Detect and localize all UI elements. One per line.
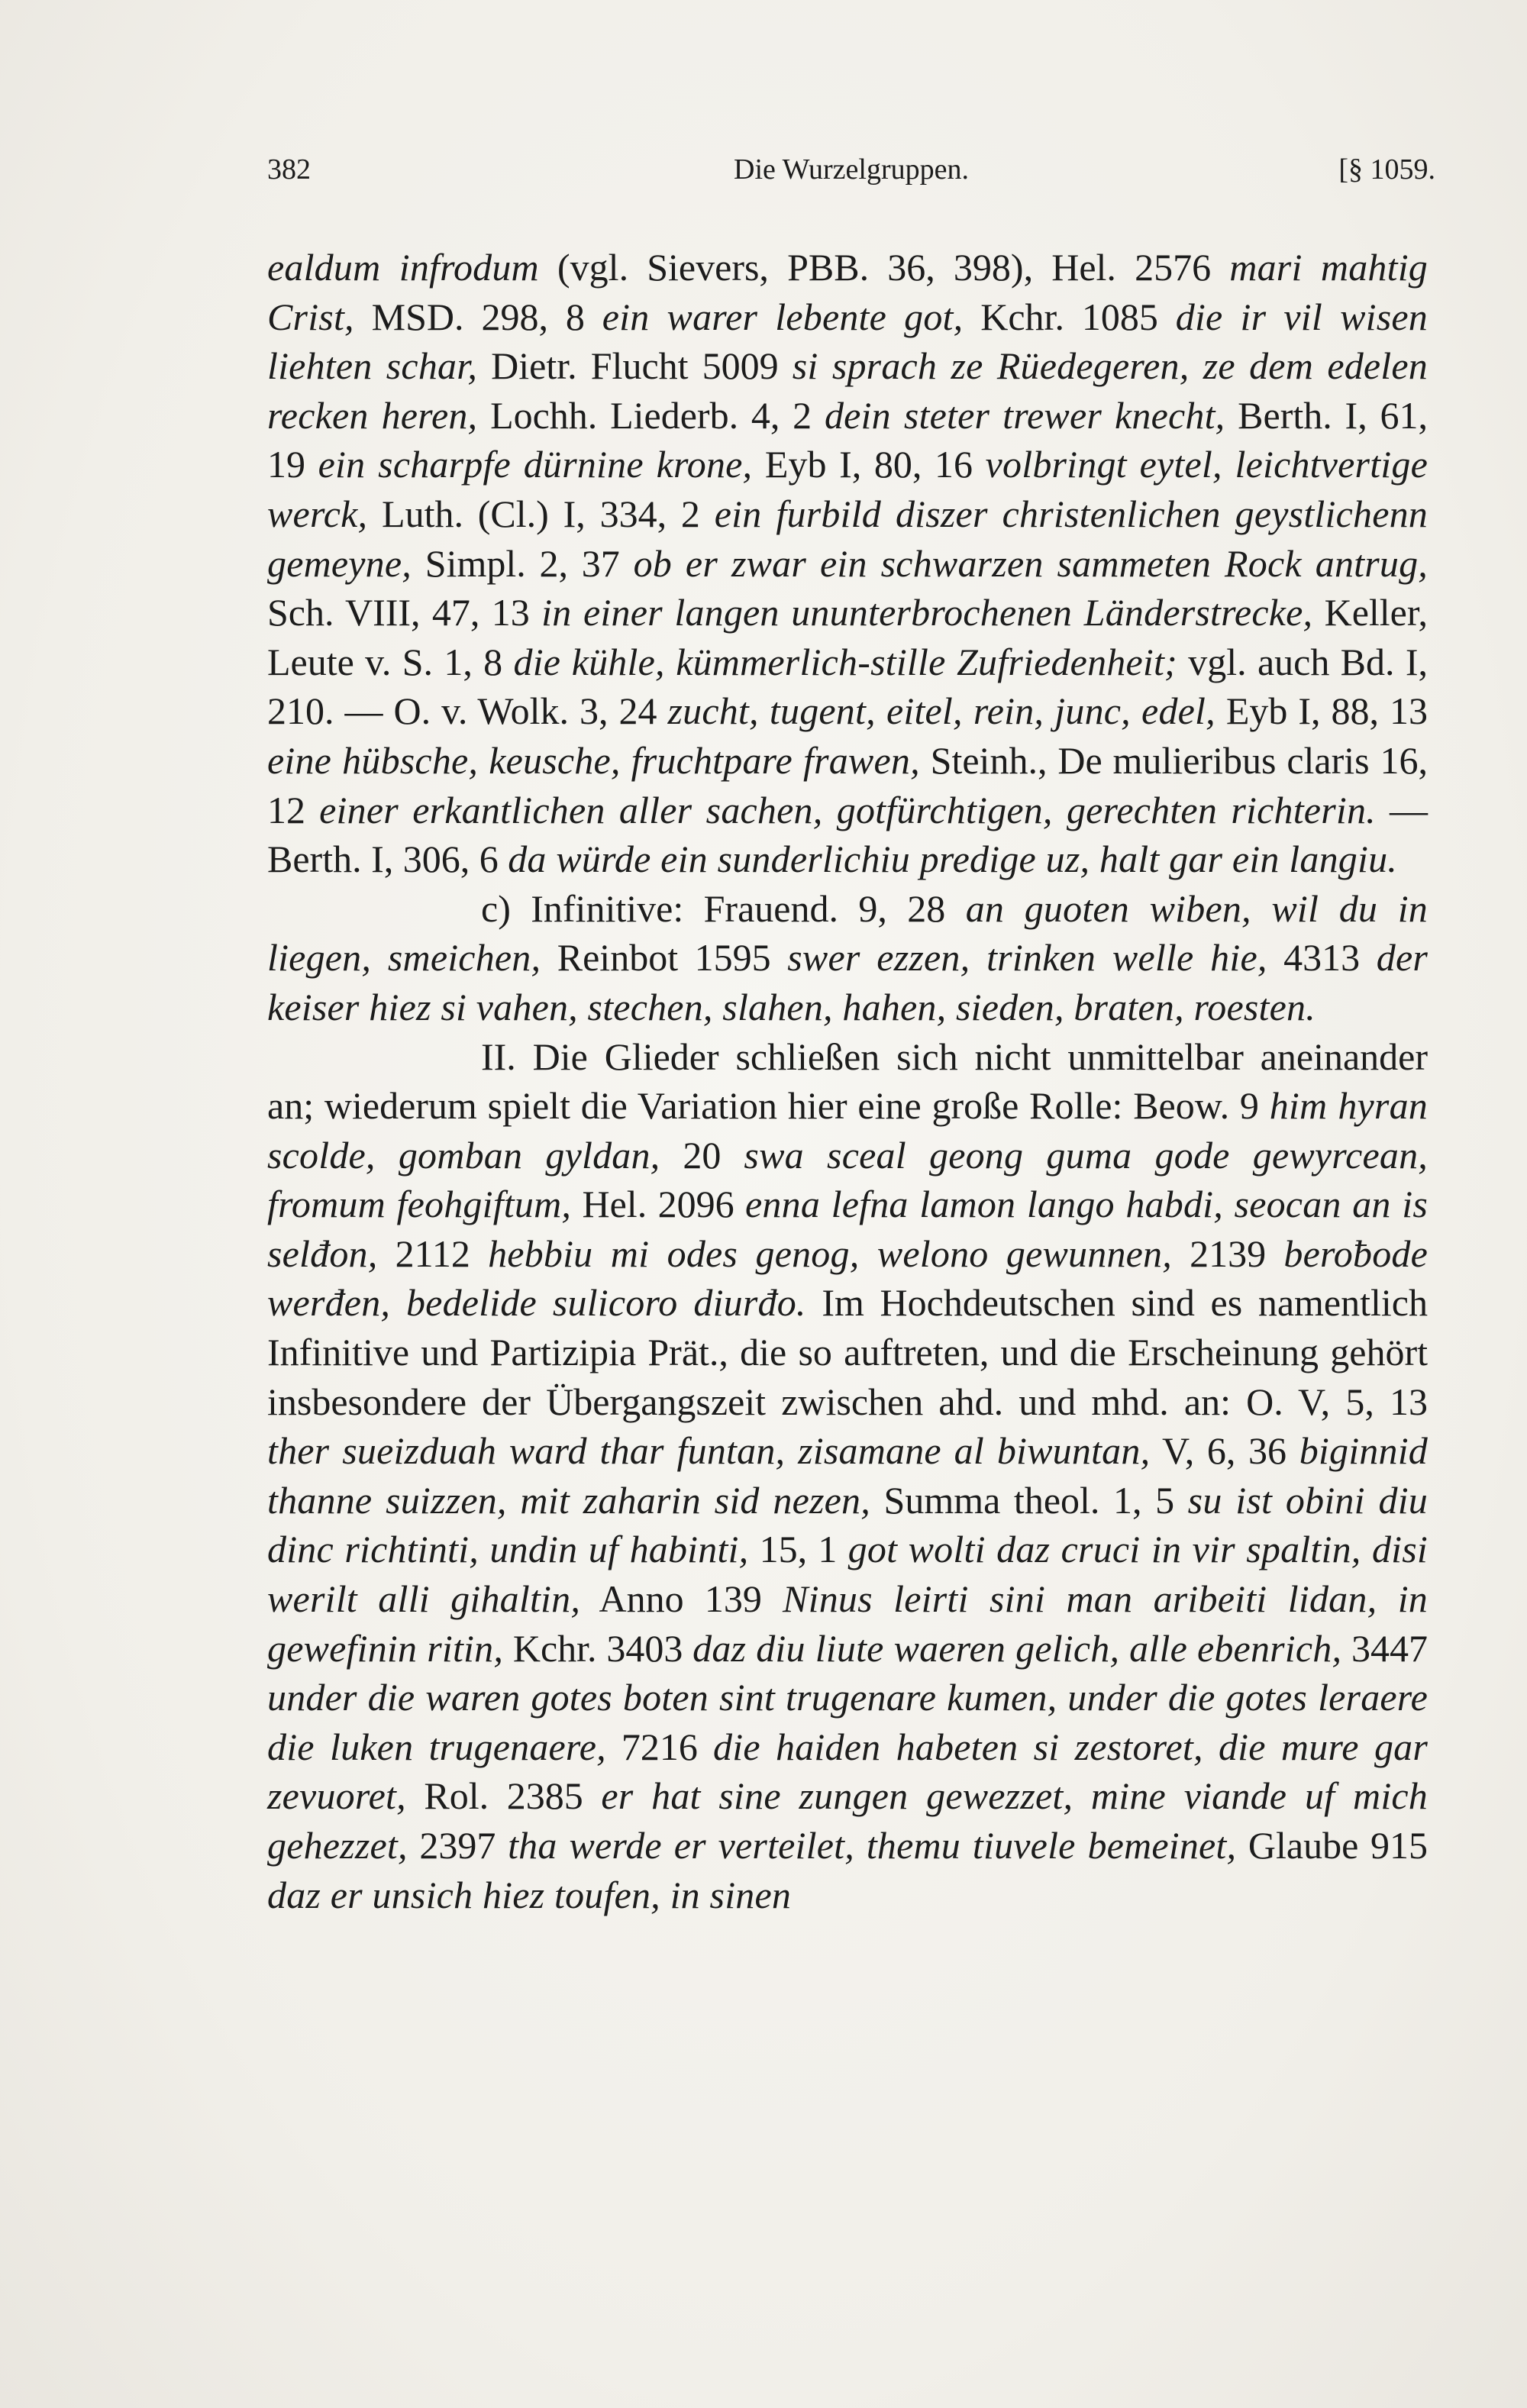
quoted-text: him hyran scolde, gomban gyldan, <box>267 1084 1428 1177</box>
quoted-text: da würde ein sunderlichiu predige uz, halt gar ein langiu. <box>508 838 1397 881</box>
quoted-text: volbringt eytel, leichtvertige werck, <box>267 443 1428 535</box>
quoted-text: ein warer lebente got, <box>602 295 964 338</box>
quoted-text: under die waren gotes boten sint trugenare kumen, under die gotes leraere die luken trugenaere, <box>267 1676 1428 1768</box>
reference-text: II. Die Glieder schließen sich nicht unmittelbar aneinander an; wiederum spielt die Variation hier eine große Rolle: Beow. 9 <box>267 1035 1428 1128</box>
quoted-text: beroƀode werđen, bedelide sulicoro diurđo. <box>267 1231 1428 1325</box>
quoted-text: eine hübsche, keusche, fruchtpare frawen, <box>267 738 920 782</box>
running-title: Die Wurzelgruppen. <box>734 153 969 186</box>
quoted-text: ther sueizduah ward thar funtan, zisamane al biwuntan, <box>267 1429 1151 1473</box>
reference-text: Simpl. 2, 37 <box>411 541 634 585</box>
reference-text: — Berth. I, 306, 6 <box>267 788 1429 881</box>
quoted-text: in einer langen ununterbrochenen Länderstrecke, <box>541 591 1313 634</box>
reference-text: Steinh., De mulieribus claris 16, 12 <box>267 738 1428 831</box>
reference-text: 2112 <box>377 1231 489 1275</box>
reference-text: c) Infinitive: Frauend. 9, 28 <box>481 886 966 930</box>
quoted-text: ealdum infrodum <box>267 246 539 289</box>
reference-text: Eyb I, 88, 13 <box>1215 689 1428 733</box>
reference-text: Hel. 2096 <box>571 1183 746 1226</box>
reference-text: 4313 <box>1267 936 1377 980</box>
quoted-text: an guoten wiben, wil du in liegen, smeichen, <box>267 886 1428 980</box>
quoted-text: ob er zwar ein schwarzen sammeten Rock antrug, <box>633 541 1428 585</box>
page-header <box>267 153 1435 199</box>
reference-text: Luth. (Cl.) I, 334, 2 <box>367 492 715 535</box>
section-reference: [§ 1059. <box>1338 153 1435 186</box>
reference-text: Glaube 915 <box>1236 1824 1428 1867</box>
reference-text: 15, 1 <box>748 1528 848 1571</box>
quoted-text: daz diu liute waeren gelich, alle ebenrich, <box>692 1626 1342 1670</box>
quoted-text: daz er unsich hiez toufen, in sinen <box>267 1873 792 1916</box>
paragraph <box>267 243 1428 884</box>
reference-text: 20 <box>660 1133 744 1177</box>
reference-text: V, 6, 36 <box>1150 1429 1299 1473</box>
reference-text: Anno 139 <box>580 1577 783 1621</box>
reference-text: Dietr. Flucht 5009 <box>477 344 793 388</box>
quoted-text: der keiser hiez si vahen, stechen, slahen, hahen, sieden, braten, roesten. <box>267 936 1429 1028</box>
quoted-text: tha werde er verteilet, themu tiuvele bemeinet, <box>508 1824 1237 1867</box>
reference-text: Rol. 2385 <box>405 1774 602 1818</box>
quoted-text: einer erkantlichen aller sachen, gotfürchtigen, gerechten richterin. <box>319 788 1376 831</box>
reference-text: 2397 <box>407 1824 508 1867</box>
reference-text: Berth. I, 61, 19 <box>267 393 1428 486</box>
reference-text: Im Hochdeutschen sind es namentlich Infinitive und Partizipia Prät., die so auftreten, und die Erscheinung gehört insbesondere der Übergangszeit zwischen ahd. und mhd. an: O. V, 5, 13 <box>267 1281 1428 1423</box>
page-number: 382 <box>267 153 311 186</box>
reference-text: (vgl. Sievers, PBB. 36, 398), Hel. 2576 <box>538 246 1230 289</box>
quoted-text: Ninus leirti sini man aribeiti lidan, in gewefinin ritin, <box>267 1577 1428 1670</box>
quoted-text: enna lefna lamon lango habdi, seocan an is selđon, <box>267 1183 1428 1275</box>
reference-text: Reinbot 1595 <box>541 936 788 980</box>
reference-text: Sch. VIII, 47, 13 <box>267 591 542 634</box>
quoted-text: zucht, tugent, eitel, rein, junc, edel, <box>667 689 1215 733</box>
quoted-text: si sprach ze Rüedegeren, ze dem edelen recken heren, <box>267 344 1428 437</box>
reference-text: vgl. auch Bd. I, 210. — O. v. Wolk. 3, 24 <box>267 640 1428 733</box>
paragraph <box>267 884 1428 1032</box>
reference-text: 7216 <box>605 1725 714 1768</box>
quoted-text: got wolti daz cruci in vir spaltin, disi werilt alli gihaltin, <box>267 1528 1428 1621</box>
reference-text: Lochh. Liederb. 4, 2 <box>477 393 825 437</box>
reference-text: Keller, Leute v. S. 1, 8 <box>267 591 1429 683</box>
quoted-text: dein steter trewer knecht, <box>824 393 1225 437</box>
reference-text: 3447 <box>1341 1626 1428 1670</box>
quoted-text: su ist obini diu dinc richtinti, undin uf habinti, <box>267 1478 1428 1571</box>
reference-text: Kchr. 1085 <box>963 295 1176 338</box>
reference-text: MSD. 298, 8 <box>354 295 602 338</box>
paragraph <box>267 1032 1428 1920</box>
quoted-text: swer ezzen, trinken welle hie, <box>787 936 1267 980</box>
reference-text: Summa theol. 1, 5 <box>870 1478 1188 1522</box>
quoted-text: hebbiu mi odes genog, welono gewunnen, <box>488 1231 1172 1275</box>
quoted-text: die haiden habeten si zestoret, die mure gar zevuoret, <box>267 1725 1429 1818</box>
body-text <box>267 243 1428 1919</box>
quoted-text: mari mahtig Crist, <box>267 246 1428 338</box>
quoted-text: ein furbild diszer christenlichen geystlichenn gemeyne, <box>267 492 1428 585</box>
quoted-text: die kühle, kümmerlich-stille Zufriedenheit; <box>513 640 1177 683</box>
quoted-text: biginnid thanne suizzen, mit zaharin sid nezen, <box>267 1429 1428 1522</box>
reference-text: Kchr. 3403 <box>503 1626 693 1670</box>
quoted-text: er hat sine zungen gewezzet, mine viande uf mich gehezzet, <box>267 1774 1429 1867</box>
quoted-text: die ir vil wisen liehten schar, <box>267 295 1428 388</box>
reference-text: Eyb I, 80, 16 <box>752 443 986 486</box>
quoted-text: ein scharpfe dürnine krone, <box>318 443 753 486</box>
quoted-text: swa sceal geong guma gode gewyrcean, fromum feohgiftum, <box>267 1133 1428 1226</box>
reference-text: 2139 <box>1171 1231 1284 1275</box>
